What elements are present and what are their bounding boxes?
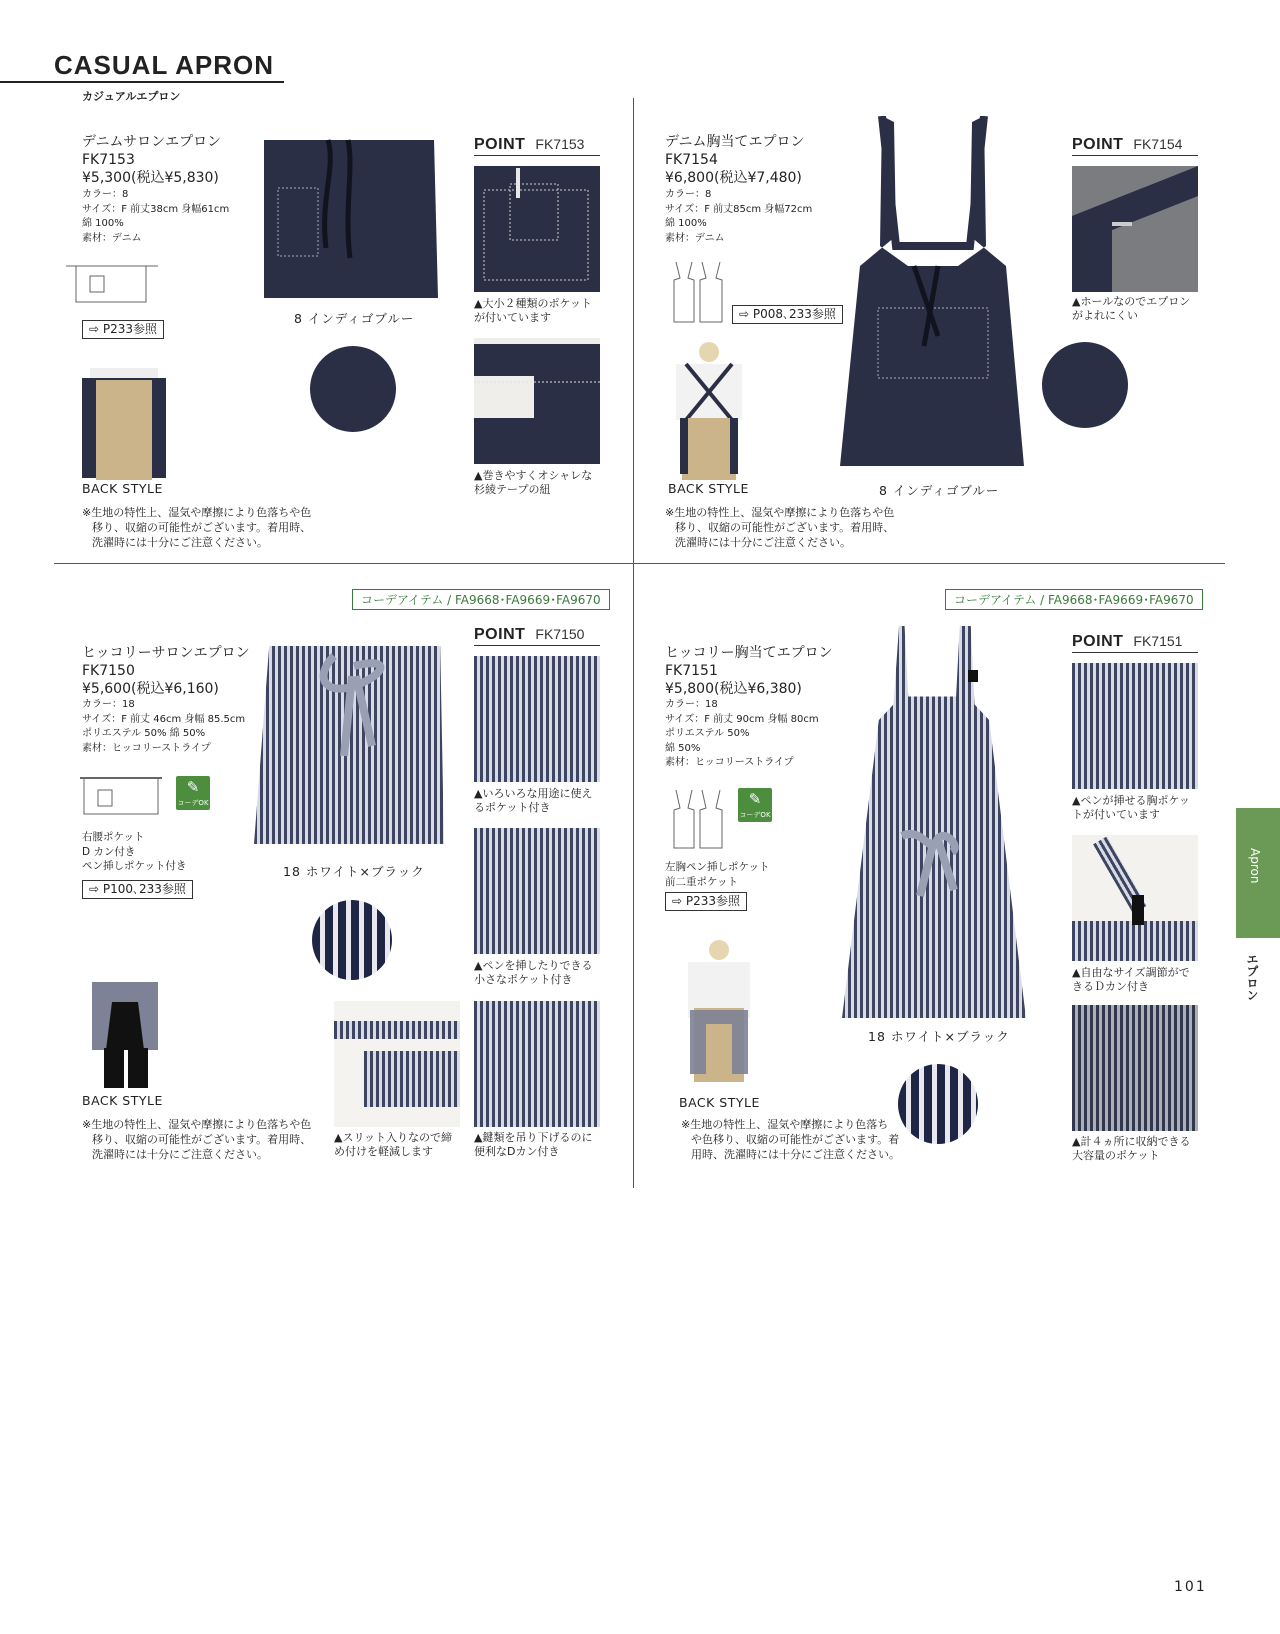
flat-sketch <box>672 786 724 852</box>
product-code: FK7154 <box>665 152 718 168</box>
product-code: FK7151 <box>665 663 718 679</box>
product-name: ヒッコリーサロンエプロン <box>82 645 250 661</box>
point-photo <box>334 1001 460 1127</box>
product-features: 左胸ペン挿しポケット 前二重ポケット <box>665 861 770 888</box>
fabric-swatch <box>1042 342 1128 428</box>
product-specs: カラー：18 サイズ：F 前丈 90cm 身幅 80cm ポリエステル 50% 綿 50% 素材：ヒッコリーストライプ <box>665 699 819 768</box>
back-style-label: BACK STYLE <box>82 481 163 496</box>
point-caption: ▲計４ヵ所に収納できる大容量のポケット <box>1072 1135 1191 1162</box>
care-note: ※生地の特性上、湿気や摩擦により色落ち や色移り、収縮の可能性がございます。着 用時、洗濯時には十分にご注意ください。 <box>681 1118 900 1161</box>
apron-ties <box>254 646 444 844</box>
color-label: 18 ホワイト×ブラック <box>283 864 425 879</box>
product-specs: カラー：18 サイズ：F 前丈 46cm 身幅 85.5cm ポリエステル 50% 綿 50% 素材：ヒッコリーストライプ <box>82 699 246 754</box>
back-style-photo <box>80 368 168 480</box>
point-photo <box>1072 663 1198 789</box>
page-title: CASUAL APRON <box>54 50 275 80</box>
product-photo <box>838 116 1028 478</box>
section-tab-jp: エプロン <box>1245 953 1259 1001</box>
color-label: 8 インディゴブルー <box>294 311 415 326</box>
product-code: FK7150 <box>82 663 135 679</box>
point-photo <box>1072 1005 1198 1131</box>
product-name: デニム胸当てエプロン <box>665 134 805 150</box>
page-ref: ⇨ P100､233参照 <box>82 880 193 899</box>
fabric-swatch <box>310 346 396 432</box>
fabric-swatch <box>898 1064 978 1144</box>
product-price: ¥6,800(税込¥7,480) <box>665 170 802 186</box>
point-photo <box>1072 835 1198 961</box>
point-photo <box>474 166 600 292</box>
product-name: デニムサロンエプロン <box>82 134 222 150</box>
divider-vertical-bottom <box>633 563 634 1188</box>
care-note: ※生地の特性上、湿気や摩擦により色落ちや色 移り、収縮の可能性がございます。着用時、 洗濯時には十分にご注意ください。 <box>665 506 895 549</box>
point-caption: ▲ペンを挿したりできる小さなポケット付き <box>474 959 593 986</box>
color-label: 8 インディゴブルー <box>879 483 1000 498</box>
back-style-label: BACK STYLE <box>668 481 749 496</box>
flat-sketch <box>66 260 158 308</box>
spec-line: サイズ：F 前丈38cm 身幅61cm <box>82 203 230 215</box>
care-note: ※生地の特性上、湿気や摩擦により色落ちや色 移り、収縮の可能性がございます。着用時、 洗濯時には十分にご注意ください。 <box>82 506 312 549</box>
point-heading: POINT FK7153 <box>474 134 600 156</box>
section-tab[interactable] <box>1236 808 1280 938</box>
product-photo <box>258 138 442 306</box>
point-photo <box>474 1001 600 1127</box>
divider-vertical-top <box>633 98 634 563</box>
back-style-photo <box>682 940 756 1082</box>
product-price: ¥5,300(税込¥5,830) <box>82 170 219 186</box>
point-caption: ▲巻きやすくオシャレな杉綾テープの紐 <box>474 469 593 496</box>
point-caption: ▲いろいろな用途に使えるポケット付き <box>474 787 593 814</box>
point-heading: POINT FK7151 <box>1072 631 1198 653</box>
page-subtitle: カジュアルエプロン <box>82 90 181 103</box>
care-note: ※生地の特性上、湿気や摩擦により色落ちや色 移り、収縮の可能性がございます。着用時、 洗濯時には十分にご注意ください。 <box>82 1118 312 1161</box>
product-price: ¥5,600(税込¥6,160) <box>82 681 219 697</box>
point-caption: ▲自由なサイズ調節ができるＤカン付き <box>1072 966 1190 993</box>
back-style-label: BACK STYLE <box>82 1093 163 1108</box>
point-caption: ▲ペンが挿せる胸ポケットが付いています <box>1072 794 1190 821</box>
point-photo <box>1072 166 1198 292</box>
coordinate-items: コーデアイテム / FA9668･FA9669･FA9670 <box>945 589 1203 610</box>
page-ref: ⇨ P233参照 <box>665 892 747 911</box>
point-heading: POINT FK7154 <box>1072 134 1198 156</box>
product-code: FK7153 <box>82 152 135 168</box>
point-caption: ▲スリット入りなので締め付けを軽減します <box>334 1131 453 1158</box>
spec-line: カラー：8 <box>82 189 129 200</box>
back-style-photo <box>92 982 158 1088</box>
flat-sketch <box>80 772 162 818</box>
section-tab-label: Apron <box>1248 848 1262 884</box>
divider-horizontal <box>54 563 1225 564</box>
apron-ties <box>842 626 1026 1018</box>
page-ref: ⇨ P233参照 <box>82 320 164 339</box>
spec-line: 綿 100% <box>82 218 124 229</box>
point-photo <box>474 338 600 464</box>
product-features: 右腰ポケット D カン付き ペン挿しポケット付き <box>82 831 187 872</box>
point-heading: POINT FK7150 <box>474 624 600 646</box>
page-ref: ⇨ P008､233参照 <box>732 305 843 324</box>
flat-sketch <box>670 258 726 326</box>
back-style-label: BACK STYLE <box>679 1095 760 1110</box>
spec-line: 素材：デニム <box>82 232 142 244</box>
point-photo <box>474 656 600 782</box>
point-caption: ▲大小２種類のポケットが付いています <box>474 297 592 324</box>
product-specs: カラー：8 サイズ：F 前丈85cm 身幅72cm 綿 100% 素材：デニム <box>665 189 813 244</box>
product-name: ヒッコリー胸当てエプロン <box>665 645 833 661</box>
back-style-photo <box>672 342 746 480</box>
title-rule <box>0 81 284 83</box>
product-price: ¥5,800(税込¥6,380) <box>665 681 802 697</box>
fabric-swatch <box>312 900 392 980</box>
coordinate-items: コーデアイテム / FA9668･FA9669･FA9670 <box>352 589 610 610</box>
page-number: 101 <box>1174 1579 1207 1595</box>
point-photo <box>474 828 600 954</box>
product-specs <box>82 188 229 246</box>
point-caption: ▲ホールなのでエプロンがよれにくい <box>1072 295 1191 322</box>
coordi-ok-icon: ✎ コーデOK <box>738 788 772 822</box>
color-label: 18 ホワイト×ブラック <box>868 1029 1010 1044</box>
point-caption: ▲鍵類を吊り下げるのに便利なDカン付き <box>474 1131 593 1158</box>
coordi-ok-icon: ✎ コーデOK <box>176 776 210 810</box>
